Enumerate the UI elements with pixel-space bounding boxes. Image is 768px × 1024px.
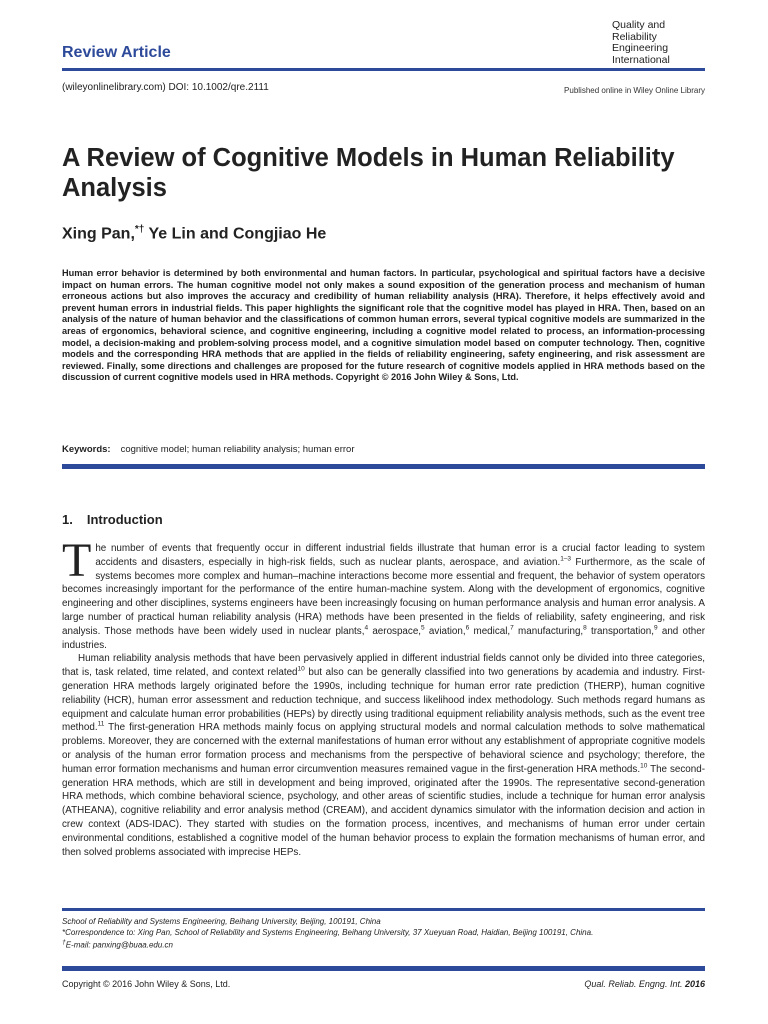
affiliation-note: School of Reliability and Systems Engineering, Beihang University, Beijing, 100191, China bbox=[62, 917, 381, 926]
paragraph bbox=[62, 534, 705, 652]
article-title: A Review of Cognitive Models in Human Reliability Analysis bbox=[62, 144, 675, 202]
keywords-label: Keywords: bbox=[62, 444, 111, 455]
text-run: Human reliability analysis methods that have been pervasively applied in different industrial fields cannot only be divided into three categories, that is, task related, time related, and context related bbox=[62, 653, 705, 679]
citation-ref: 1–3 bbox=[560, 555, 572, 563]
published-online-note: Published online in Wiley Online Library bbox=[564, 86, 705, 95]
section-heading bbox=[62, 512, 163, 527]
citation-ref: 5 bbox=[421, 624, 425, 632]
abstract: Human error behavior is determined by both environmental and human factors. In particular, psychological and spiritual factors have a decisive impact on human errors. The human cognitive model not only makes a sound exposition of the generation process and mechanism of human erroneous actions but also improves the accuracy and credibility of human reliability analysis (HRA). Therefore, it helps effectively avoid and prevent human errors in industrial fields. This paper highlights the significant role that the cognitive model has played in HRA. Then, based on an analysis of the nature of human behavior and the classifications of common human errors, several typical cognitive models are summarized in the areas of ergonomics, behavioral science, and cognitive engineering, including a cognitive model related to process, an information-processing model, a decision-making and problem-solving process model, and a cognitive simulation model based on computer technology. Then, cognitive models and the corresponding HRA methods that are applied in the fields of reliability engineering, safety engineering, and risk assessment are reviewed. Finally, some directions and challenges are proposed for the future research of cognitive models applied in HRA methods based on the discussion of current cognitive models used in HRA methods. Copyright © 2016 John Wiley & Sons, Ltd. bbox=[62, 268, 705, 383]
keywords-value: cognitive model; human reliability analysis; human error bbox=[120, 444, 355, 455]
journal-name-line: Reliability bbox=[612, 30, 657, 43]
header-divider bbox=[62, 68, 705, 71]
text-run: The second-generation HRA methods, which are still in development and being improved, originated after the 1990s. The representative second-generation HRA methods, which combine behavioral science, psychology, and other areas of scientific studies, include a technique for human error analysis (ATHEANA), cognitive reliability and error analysis method (CREAM), and accident dynamics simulator with the information decision and action in crew context (ADS-IDAC). They started with studies on the formation process, incentives, and mechanisms of human error under certain environmental conditions, established a cognitive model of the human behavior process to explain the formation mechanisms of human error, and then solved problems associated with imprecise HEPs. bbox=[62, 763, 705, 858]
footer-divider bbox=[62, 966, 705, 971]
journal-name-line: International bbox=[612, 53, 670, 66]
footnotes bbox=[62, 917, 705, 951]
author-list bbox=[62, 224, 326, 243]
text-run: transportation, bbox=[586, 625, 654, 637]
journal-citation bbox=[584, 979, 705, 989]
doi-line: (wileyonlinelibrary.com) DOI: 10.1002/qre.2111 bbox=[62, 82, 269, 93]
text-run: manufacturing, bbox=[513, 625, 584, 637]
text-run: Furthermore, as the scale of systems becomes more complex and human–machine interactions become more essential and frequent, the behavior of system operators becomes increasingly important for the performance of the entire human-machine system. Along with the development of ergonomics, cognitive engineering and other disciplines, systems engineers have been increasingly focusing on human performance analysis and human error analysis. A large number of practical human reliability analysis (HRA) methods have been presented in the fields of reliability, safety engineering, and risk analysis. Those methods have been widely used in nuclear plants, bbox=[62, 556, 705, 637]
citation-ref: 6 bbox=[465, 624, 470, 632]
text-run: aviation, bbox=[424, 625, 466, 637]
text-run: medical, bbox=[469, 625, 511, 637]
abstract-divider bbox=[62, 464, 705, 469]
email-note bbox=[62, 938, 705, 951]
paragraph bbox=[62, 652, 705, 859]
body-text bbox=[62, 534, 705, 859]
author-note-marks: *† bbox=[134, 224, 145, 235]
section-title: Introduction bbox=[86, 512, 163, 527]
text-run: but also can be generally classified into two generations by academia and industry. First-generation HRA methods largely originated before the 1990s, including technique for human error rate prediction (THERP), human cognitive reliability (HCR), human error assessment and reduction technique, and success likelihood index methodology. Such methods regard humans as equipment and calculate human error probabilities (HEPs) by directly using traditional equipment reliability analysis methods, such as the event tree method. bbox=[62, 667, 705, 734]
citation-ref: 8 bbox=[583, 624, 587, 632]
email-text: E-mail: panxing@buaa.edu.cn bbox=[65, 940, 173, 950]
text-run: he number of events that frequently occur in different industrial fields illustrate that human error is a crucial factor leading to system accidents and disasters, especially in high-risk fields, such as nuclear plants, aerospace, and aviation. bbox=[95, 543, 705, 568]
citation-ref: 4 bbox=[364, 624, 369, 632]
citation-year: 2016 bbox=[684, 979, 705, 989]
text-run: and other industries. bbox=[62, 625, 705, 651]
article-type-label: Review Article bbox=[62, 44, 171, 61]
author-name: Xing Pan, bbox=[62, 225, 135, 243]
journal-name bbox=[612, 20, 670, 66]
email-mark: † bbox=[62, 939, 66, 946]
citation-ref: 11 bbox=[97, 721, 105, 729]
text-run: The first-generation HRA methods mainly focus on applying structural models and normal calculation methods to solve mathematical problems. Moreover, they are concerned with the external manifestations of human error without any establishment of appropriate cognitive models or analysis of the human error formation process and mechanisms from the perspective of behavioral science and psychology; therefore, the human error formation mechanisms and human error circumvention measures remained vague in the first-generation HRA methods. bbox=[62, 722, 705, 775]
journal-name-line: Engineering bbox=[612, 42, 669, 54]
citation-ref: 9 bbox=[653, 624, 658, 632]
citation-ref: 10 bbox=[297, 665, 305, 673]
citation-ref: 7 bbox=[510, 624, 514, 632]
section-number: 1. bbox=[62, 512, 73, 527]
journal-name-line: Quality and bbox=[612, 19, 666, 31]
copyright-notice: Copyright © 2016 John Wiley & Sons, Ltd. bbox=[62, 979, 231, 989]
citation-journal: Qual. Reliab. Engng. Int. bbox=[584, 979, 683, 989]
drop-cap: T bbox=[62, 534, 92, 587]
keywords-line bbox=[62, 444, 355, 455]
citation-ref: 10 bbox=[640, 762, 648, 770]
author-names-rest: Ye Lin and Congjiao He bbox=[144, 225, 327, 243]
correspondence-note: *Correspondence to: Xing Pan, School of Reliability and Systems Engineering, Beihang University, 37 Xueyuan Road, Haidian, Beijing 100191, China. bbox=[62, 927, 594, 937]
footnote-divider bbox=[62, 908, 705, 911]
text-run: aerospace, bbox=[368, 625, 422, 637]
